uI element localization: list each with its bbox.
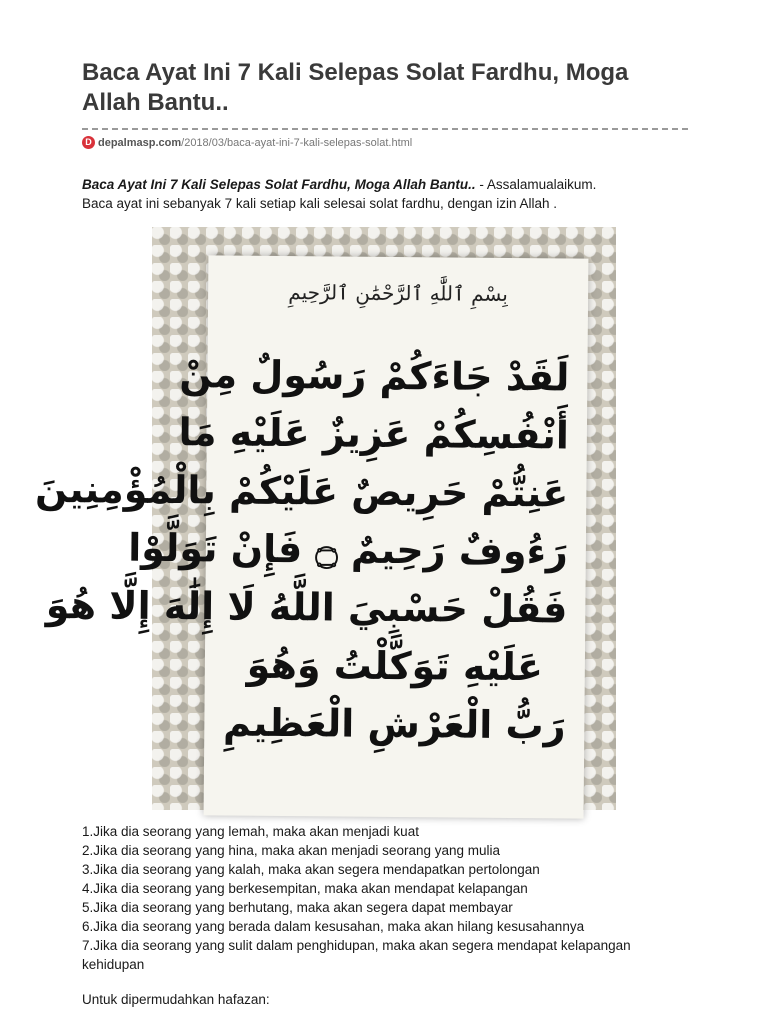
source-path[interactable]: /2018/03/baca-ayat-ini-7-kali-selepas-solat.html: [181, 136, 413, 149]
list-item: 2.Jika dia seorang yang hina, maka akan menjadi seorang yang mulia: [82, 843, 501, 858]
verse-line: عَلَيْهِ تَوَكَّلْتُ وَهُوَ: [246, 642, 544, 690]
verse-line: رَءُوفٌ رَحِيمٌ ۝ فَإِنْ تَوَلَّوْا: [128, 525, 569, 574]
site-logo-icon: D: [82, 136, 95, 149]
verse-line: أَنْفُسِكُمْ عَزِيزٌ عَلَيْهِ مَا: [178, 410, 570, 458]
list-item: 7.Jika dia seorang yang sulit dalam penghidupan, maka akan segera mendapat kelapangan kehidupan: [82, 938, 631, 972]
verse-line: عَنِتُّمْ حَرِيصٌ عَلَيْكُمْ بِالْمُؤْمِنِينَ: [34, 466, 569, 516]
intro-instruction: Baca ayat ini sebanyak 7 kali setiap kali selesai solat fardhu, dengan izin Allah .: [82, 196, 558, 211]
article: [34, 0, 688, 1007]
verse-photo: [34, 227, 616, 810]
verse-line: رَبُّ الْعَرْشِ الْعَظِيمِ: [222, 700, 566, 748]
list-item: 5.Jika dia seorang yang berhutang, maka akan segera dapat membayar: [82, 900, 513, 915]
source-link[interactable]: [82, 136, 688, 149]
verse-line: لَقَدْ جَاءَكُمْ رَسُولٌ مِنْ: [179, 352, 570, 400]
intro-greeting: - Assalamualaikum.: [475, 177, 597, 192]
benefits-list: [82, 822, 688, 974]
list-item: 1.Jika dia seorang yang lemah, maka akan menjadi kuat: [82, 824, 419, 839]
memorization-note: Untuk dipermudahkan hafazan:: [82, 992, 270, 1007]
list-item: 6.Jika dia seorang yang berada dalam kesusahan, maka akan hilang kesusahannya: [82, 919, 585, 934]
bismillah-text: بِسْمِ ٱللَّٰهِ ٱلرَّحْمَٰنِ ٱلرَّحِيمِ: [288, 280, 508, 306]
intro-paragraph: [82, 175, 688, 213]
title-divider: [82, 128, 688, 130]
intro-title: Baca Ayat Ini 7 Kali Selepas Solat Fardhu, Moga Allah Bantu..: [82, 177, 476, 192]
source-domain[interactable]: depalmasp.com: [98, 136, 182, 149]
verse-line: فَقُلْ حَسْبِيَ اللَّهُ لَا إِلَٰهَ إِلَّا هُوَ: [45, 582, 568, 632]
list-item: 3.Jika dia seorang yang kalah, maka akan segera mendapatkan pertolongan: [82, 862, 540, 877]
verse-text: [34, 346, 570, 755]
handwritten-card: [34, 255, 589, 818]
article-title: Baca Ayat Ini 7 Kali Selepas Solat Fardhu, Moga Allah Bantu..: [82, 59, 629, 116]
list-item: 4.Jika dia seorang yang berkesempitan, maka akan mendapat kelapangan: [82, 881, 528, 896]
